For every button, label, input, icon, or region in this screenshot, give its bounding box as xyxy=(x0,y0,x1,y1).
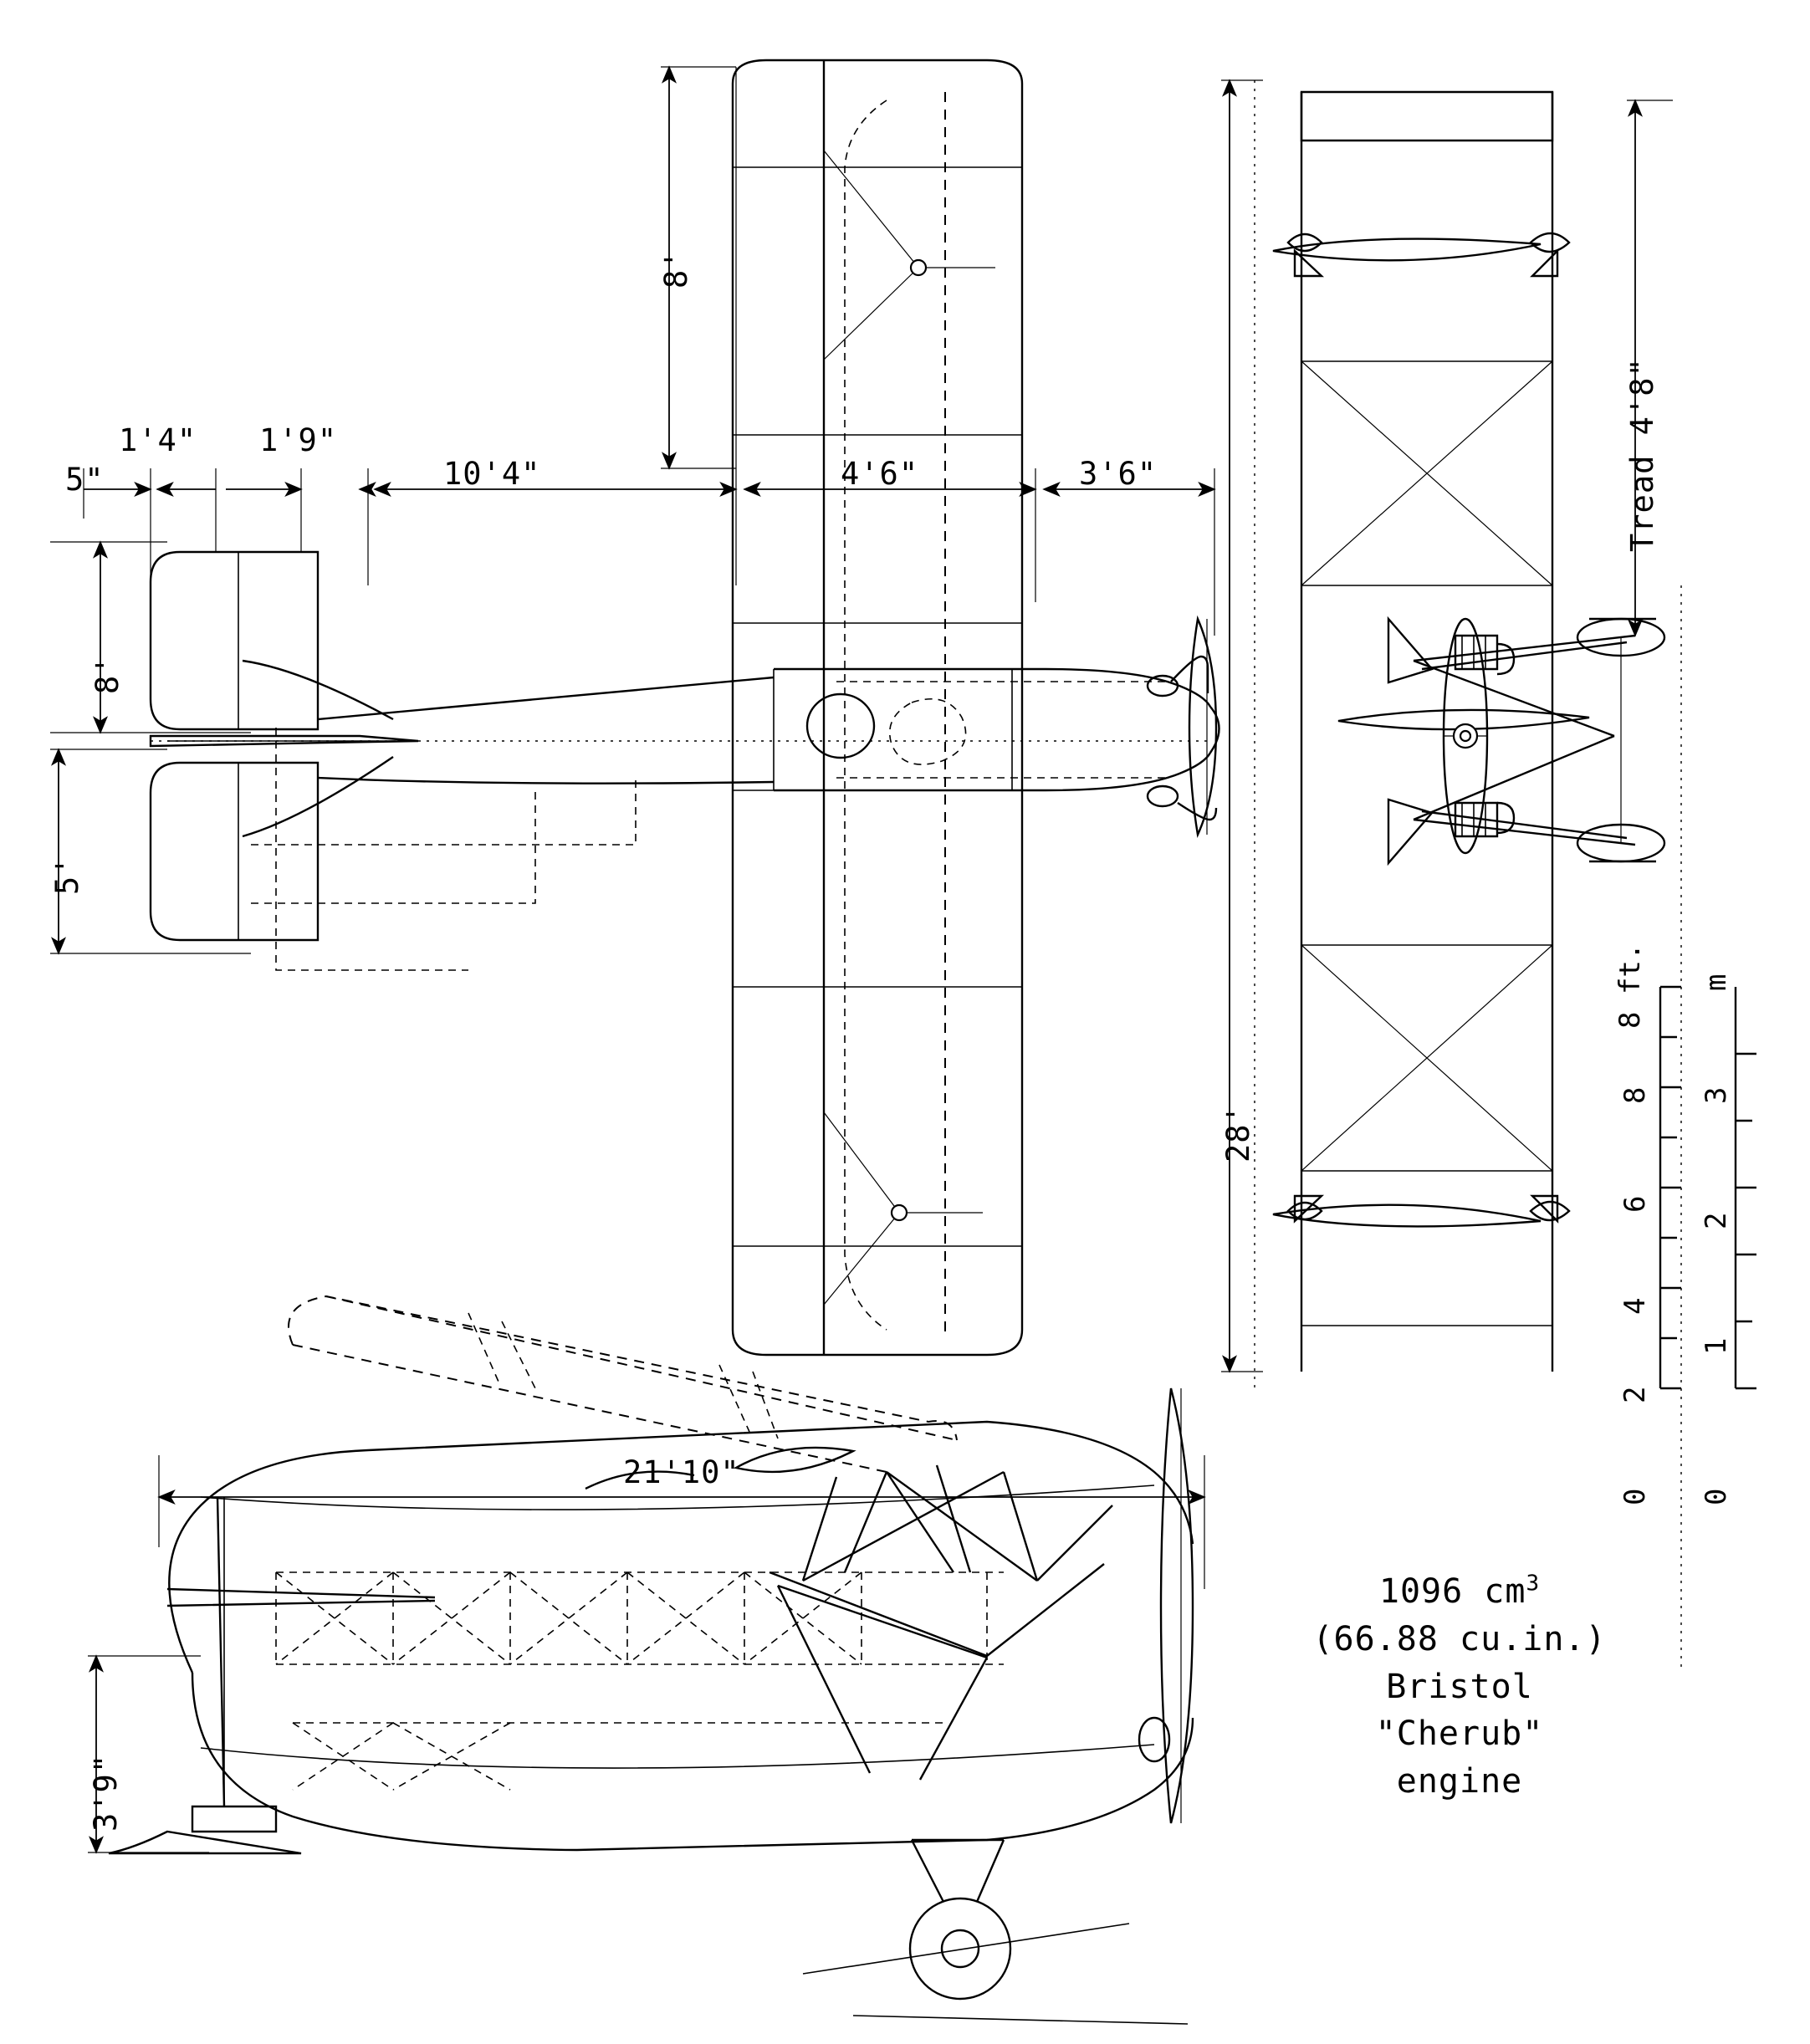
dim-wing-half-span-8ft: 8' xyxy=(89,655,125,694)
dim-1ft9in: 1'9" xyxy=(259,422,338,458)
scale-feet-tick-2: 2 xyxy=(1618,1386,1652,1403)
dim-tail-height-5ft: 5' xyxy=(49,856,85,895)
dim-length-21ft10in: 21'10" xyxy=(623,1454,740,1490)
scale-feet-tick-8: 8 xyxy=(1618,1086,1652,1104)
dim-4ft6in: 4'6" xyxy=(841,456,919,492)
engine-displacement-line xyxy=(1271,1568,1648,1616)
scale-feet-tick-6: 6 xyxy=(1618,1195,1652,1213)
engine-make: Bristol xyxy=(1386,1667,1533,1706)
scale-feet-label: 8 ft. xyxy=(1613,943,1647,1029)
scale-feet-tick-0: 0 xyxy=(1618,1488,1652,1505)
engine-note xyxy=(1271,1568,1648,1806)
engine-displacement-value: 1096 cm xyxy=(1378,1572,1526,1611)
engine-displacement-cuin: (66.88 cu.in.) xyxy=(1312,1619,1607,1658)
scale-feet-tick-4: 4 xyxy=(1618,1297,1652,1315)
dim-height-3ft9in: 3'9" xyxy=(88,1753,124,1832)
side-view xyxy=(109,1296,1193,2024)
engine-displacement-exponent: 3 xyxy=(1526,1571,1541,1597)
scale-meter-tick-1: 1 xyxy=(1700,1337,1733,1355)
scale-meter-tick-2: 2 xyxy=(1700,1212,1733,1229)
dim-1ft4in: 1'4" xyxy=(119,422,197,458)
front-view xyxy=(1273,92,1681,1673)
scale-bar xyxy=(1660,987,1756,1388)
dim-tread: Tread 4'8" xyxy=(1624,357,1660,552)
dim-10ft4in: 10'4" xyxy=(443,456,541,492)
scale-meter-tick-3: 3 xyxy=(1700,1086,1733,1104)
scale-meter-tick-0: 0 xyxy=(1700,1488,1733,1505)
dim-span-28ft: 28' xyxy=(1220,1104,1256,1163)
engine-word: engine xyxy=(1396,1762,1523,1801)
dim-5in: 5" xyxy=(65,462,105,498)
dim-tailplane-span-8ft: 8' xyxy=(658,249,694,289)
engine-model: "Cherub" xyxy=(1375,1714,1544,1754)
dim-3ft6in: 3'6" xyxy=(1079,456,1158,492)
scale-meter-label: m xyxy=(1700,973,1733,991)
